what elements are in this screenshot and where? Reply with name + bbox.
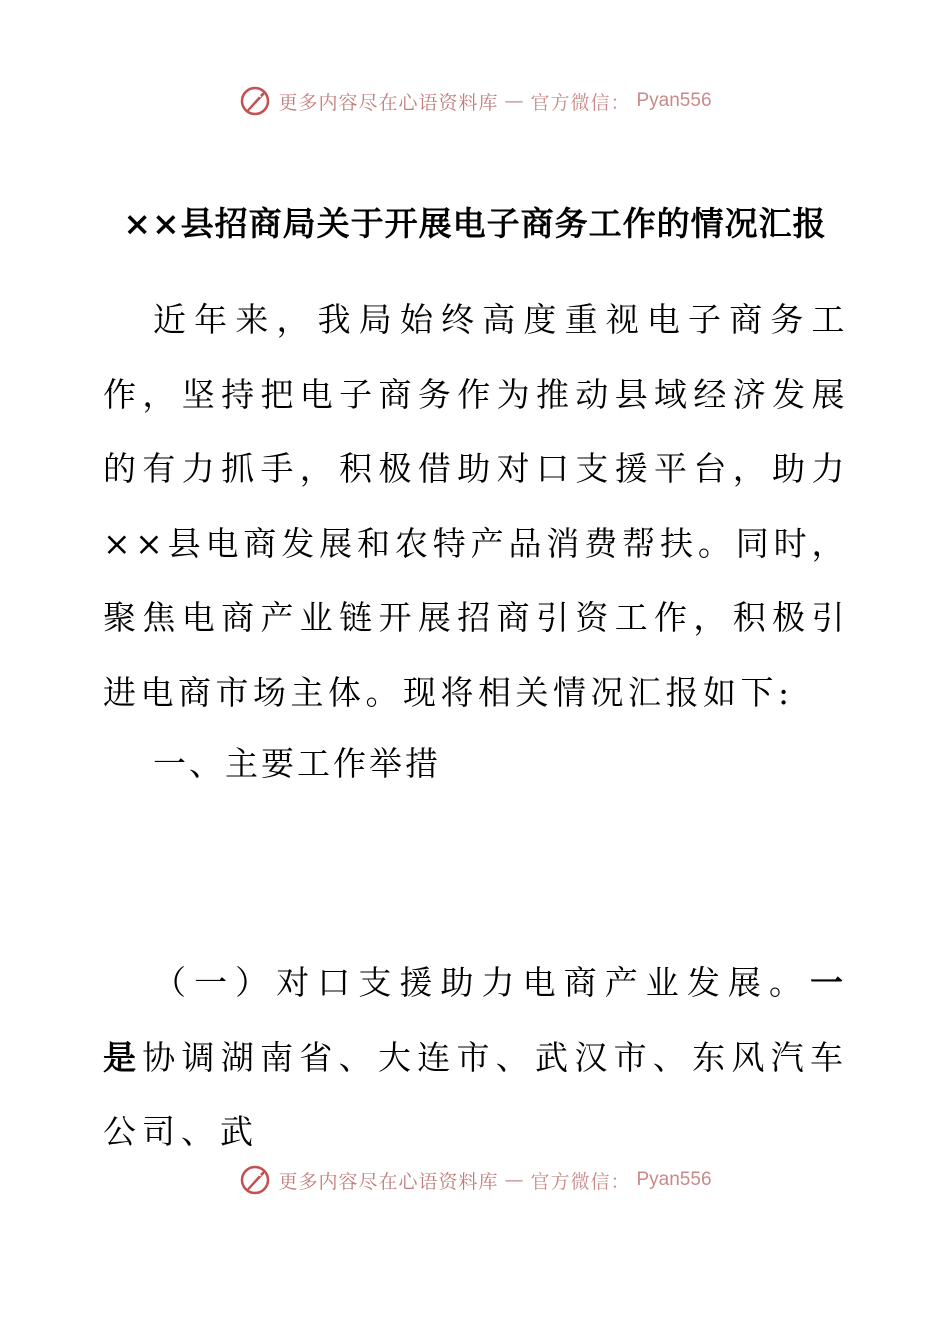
watermark-wechat-label: 官方微信：: [530, 1170, 631, 1193]
watermark-wechat-id: Pyan556: [636, 1169, 712, 1190]
watermark-brand: 更多内容尽在心语资料库: [278, 1170, 499, 1193]
watermark-brand: 更多内容尽在心语资料库: [278, 91, 499, 114]
section-heading: 一、主要工作举措: [153, 744, 441, 783]
watermark-separator: —: [504, 90, 525, 112]
subsection-text: 协调湖南省、大连市、武汉市、东风汽车公司、武: [103, 1037, 850, 1151]
quill-pen-logo-icon: [238, 1163, 272, 1197]
watermark-separator: —: [504, 1169, 525, 1191]
footer-watermark: [0, 1163, 950, 1197]
subsection-title: （一）对口支援助力电商产业发展。: [153, 963, 810, 1002]
watermark-wechat-id: Pyan556: [636, 90, 712, 111]
subsection-lead: 一是: [103, 963, 849, 1077]
header-watermark: [0, 84, 950, 118]
subsection-paragraph: [103, 946, 849, 1170]
watermark-wechat-label: 官方微信：: [530, 91, 631, 114]
document-title: ××县招商局关于开展电子商务工作的情况汇报: [123, 204, 827, 243]
intro-paragraph: 近年来，我局始终高度重视电子商务工作，坚持把电子商务作为推动县域经济发展的有力抓手，积极借助对口支援平台，助力××县电商发展和农特产品消费帮扶。同时，聚焦电商产业链开展招商引资工作，积极引进电商市场主体。现将相关情况汇报如下:: [103, 300, 849, 712]
quill-pen-logo-icon: [238, 84, 272, 118]
